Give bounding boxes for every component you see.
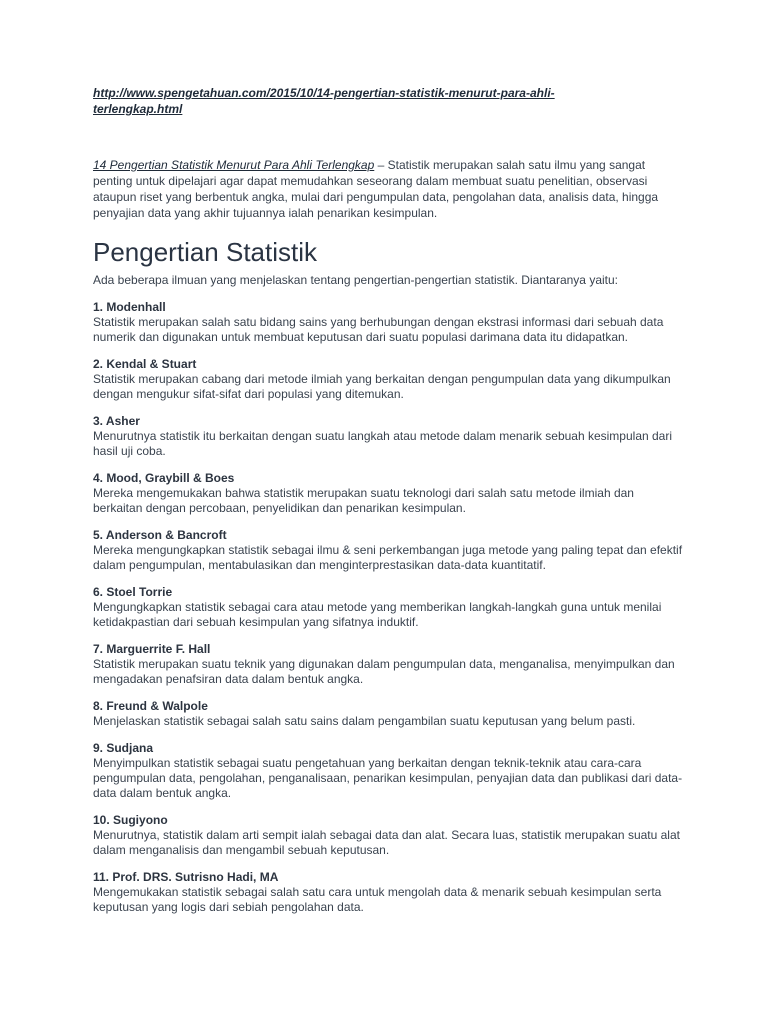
entry-title: 8. Freund & Walpole: [93, 699, 208, 713]
definition-entry-5: [93, 528, 683, 573]
document-page: [93, 85, 683, 915]
section-heading: Pengertian Statistik: [93, 237, 318, 267]
entry-title: 5. Anderson & Bancroft: [93, 528, 227, 542]
entry-title: 10. Sugiyono: [93, 813, 168, 827]
definition-list: [93, 300, 683, 915]
entry-body: Mereka mengemukakan bahwa statistik merupakan suatu teknologi dari salah satu metode ilmiah dan berkaitan dengan percobaan, penyelidikan dan penarikan kesimpulan.: [93, 486, 634, 515]
definition-entry-3: [93, 414, 683, 459]
definition-entry-11: [93, 870, 683, 915]
source-url-link[interactable]: [93, 85, 683, 117]
entry-title: 1. Modenhall: [93, 300, 166, 314]
entry-body: Mereka mengungkapkan statistik sebagai ilmu & seni perkembangan juga metode yang paling tepat dan efektif dalam pengumpulan, mentabulasikan dan menginterprestasikan data-data kuantitatif.: [93, 543, 683, 572]
lead-paragraph: Ada beberapa ilmuan yang menjelaskan tentang pengertian-pengertian statistik. Diantaranya yaitu:: [93, 273, 618, 287]
definition-entry-7: [93, 642, 683, 687]
entry-body: Mengemukakan statistik sebagai salah satu cara untuk mengolah data & menarik sebuah kesimpulan serta keputusan yang logis dari sebiah pengolahan data.: [93, 885, 662, 914]
entry-body: Mengungkapkan statistik sebagai cara atau metode yang memberikan langkah-langkah guna untuk menilai ketidakpastian dari sebuah kesimpulan yang sifatnya induktif.: [93, 600, 662, 629]
entry-body: Menjelaskan statistik sebagai salah satu sains dalam pengambilan suatu keputusan yang belum pasti.: [93, 714, 636, 728]
definition-entry-10: [93, 813, 683, 858]
intro-article-link[interactable]: 14 Pengertian Statistik Menurut Para Ahli Terlengkap: [93, 158, 375, 172]
entry-title: 3. Asher: [93, 414, 140, 428]
entry-body: Menurutnya statistik itu berkaitan dengan suatu langkah atau metode dalam menarik sebuah kesimpulan dari hasil uji coba.: [93, 429, 673, 458]
source-url-line2[interactable]: terlengkap.html: [93, 102, 183, 116]
entry-title: 7. Marguerrite F. Hall: [93, 642, 211, 656]
entry-body: Statistik merupakan cabang dari metode ilmiah yang berkaitan dengan pengumpulan data yang dikumpulkan dengan mengukur sifat-sifat dari populasi yang ditemukan.: [93, 372, 671, 401]
entry-body: Menurutnya, statistik dalam arti sempit ialah sebagai data dan alat. Secara luas, statistik merupakan suatu alat dalam menganalisis dan mengambil sebuah keputusan.: [93, 828, 680, 857]
source-url-line1[interactable]: http://www.spengetahuan.com/2015/10/14-pengertian-statistik-menurut-para-ahli-: [93, 86, 555, 100]
definition-entry-8: [93, 699, 683, 729]
definition-entry-1: [93, 300, 683, 345]
entry-title: 4. Mood, Graybill & Boes: [93, 471, 235, 485]
intro-paragraph: [93, 157, 683, 221]
definition-entry-6: [93, 585, 683, 630]
intro-text: – Statistik merupakan salah satu ilmu yang sangat penting untuk dipelajari agar dapat memudahkan seseorang dalam membuat suatu penelitian, observasi ataupun riset yang berbentuk angka, mulai dari pengumpulan data, pengolahan data, analisis data, hingga penyajian data yang akhir tujuannya ialah penarikan kesimpulan.: [93, 158, 659, 220]
entry-body: Statistik merupakan salah satu bidang sains yang berhubungan dengan ekstrasi informasi dari sebuah data numerik dan digunakan untuk membuat keputusan dari suatu populasi darimana data itu didapatkan.: [93, 315, 664, 344]
entry-title: 6. Stoel Torrie: [93, 585, 173, 599]
definition-entry-2: [93, 357, 683, 402]
entry-title: 2. Kendal & Stuart: [93, 357, 197, 371]
definition-entry-4: [93, 471, 683, 516]
entry-title: 11. Prof. DRS. Sutrisno Hadi, MA: [93, 870, 279, 884]
entry-title: 9. Sudjana: [93, 741, 154, 755]
entry-body: Statistik merupakan suatu teknik yang digunakan dalam pengumpulan data, menganalisa, menyimpulkan dan mengadakan penafsiran data dalam bentuk angka.: [93, 657, 675, 686]
entry-body: Menyimpulkan statistik sebagai suatu pengetahuan yang berkaitan dengan teknik-teknik atau cara-cara pengumpulan data, pengolahan, penganalisaan, penarikan kesimpulan, penyajian data dan publikasi dari data-data dalam bentuk angka.: [93, 756, 683, 800]
definition-entry-9: [93, 741, 683, 801]
